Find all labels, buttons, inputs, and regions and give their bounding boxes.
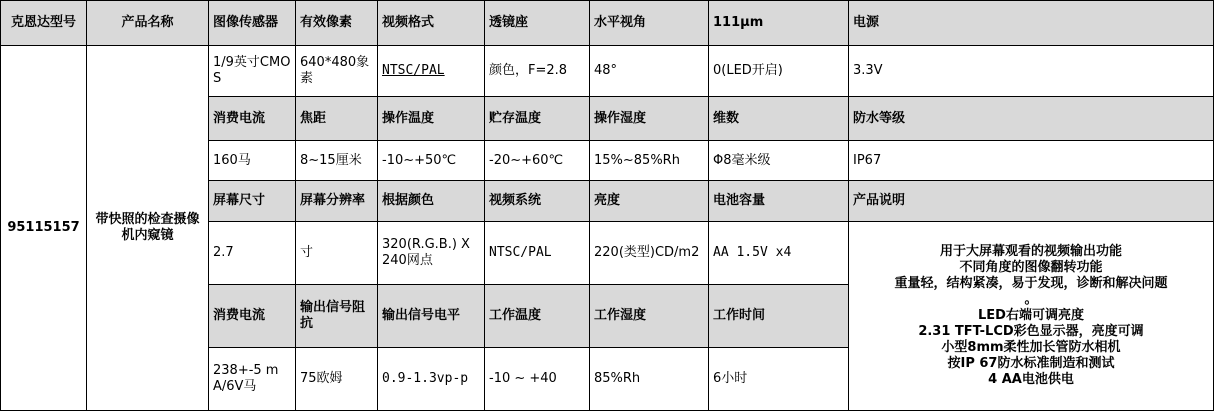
- description-line: 2.31 TFT-LCD彩色显示器，亮度可调: [918, 324, 1144, 339]
- description-cell: [849, 222, 1214, 411]
- dimension-label: 维数: [709, 97, 849, 141]
- color-value: 320(R.G.B.) X 240网点: [378, 222, 485, 285]
- model-header: 克恩达型号: [1, 1, 87, 46]
- level-label: 输出信号电平: [378, 285, 485, 348]
- screen-size-label: 屏幕尺寸: [209, 181, 296, 222]
- focal-label: 焦距: [296, 97, 378, 141]
- resolution-label: 屏幕分辨率: [296, 181, 378, 222]
- sensor-header: 图像传感器: [209, 1, 296, 46]
- video-system-label: 视频系统: [485, 181, 590, 222]
- power-header: 电源: [849, 1, 1214, 46]
- header-row: [1, 1, 1214, 46]
- video-format-value: NTSC/PAL: [378, 46, 485, 97]
- col111-header: 111μm: [709, 1, 849, 46]
- description-line: 用于大屏幕观看的视频输出功能: [939, 244, 1122, 259]
- col111-value: 0(LED开启): [709, 46, 849, 97]
- pixels-header: 有效像素: [296, 1, 378, 46]
- description-line: 小型8mm柔性加长管防水相机: [941, 340, 1121, 355]
- description-line: 重量轻，结构紧凑，易于发现，诊断和解决问题: [894, 276, 1168, 291]
- description-line: 。: [1024, 292, 1038, 307]
- video-system-value: NTSC/PAL: [485, 222, 590, 285]
- description-label: 产品说明: [849, 181, 1214, 222]
- brightness-label: 亮度: [590, 181, 709, 222]
- description-line: 不同角度的图像翻转功能: [959, 260, 1103, 275]
- work-time-label: 工作时间: [709, 285, 849, 348]
- power-value: 3.3V: [849, 46, 1214, 97]
- op-humidity-label: 操作湿度: [590, 97, 709, 141]
- table-row: [1, 46, 1214, 97]
- work-humidity-value: 85%Rh: [590, 348, 709, 411]
- store-temp-value: -20~+60℃: [485, 141, 590, 181]
- product-name-cell: 带快照的检查摄像机内窥镜: [87, 46, 209, 411]
- battery-value: AA 1.5V x4: [709, 222, 849, 285]
- impedance-label: 输出信号阻抗: [296, 285, 378, 348]
- current-value-2: 238+-5 mA/6V马: [209, 348, 296, 411]
- level-value: 0.9-1.3vp-p: [378, 348, 485, 411]
- battery-label: 电池容量: [709, 181, 849, 222]
- focal-value: 8~15厘米: [296, 141, 378, 181]
- screen-size-value: 2.7: [209, 222, 296, 285]
- hfov-header: 水平视角: [590, 1, 709, 46]
- waterproof-value: IP67: [849, 141, 1214, 181]
- resolution-value: 寸: [296, 222, 378, 285]
- description-line: LED右端可调亮度: [978, 308, 1084, 323]
- pixels-value: 640*480象素: [296, 46, 378, 97]
- store-temp-label: 贮存温度: [485, 97, 590, 141]
- work-humidity-label: 工作湿度: [590, 285, 709, 348]
- work-temp-value: -10 ~ +40: [485, 348, 590, 411]
- current-label: 消费电流: [209, 97, 296, 141]
- current-value: 160马: [209, 141, 296, 181]
- hfov-value: 48°: [590, 46, 709, 97]
- dimension-value: Φ8毫米级: [709, 141, 849, 181]
- description-line: 按IP 67防水标准制造和测试: [947, 356, 1115, 371]
- work-time-value: 6小时: [709, 348, 849, 411]
- model-cell: 95115157: [1, 46, 87, 411]
- op-temp-value: -10~+50℃: [378, 141, 485, 181]
- sensor-value: 1/9英寸CMOS: [209, 46, 296, 97]
- description-line: 4 AA电池供电: [988, 372, 1074, 387]
- impedance-value: 75欧姆: [296, 348, 378, 411]
- video-format-header: 视频格式: [378, 1, 485, 46]
- op-temp-label: 操作温度: [378, 97, 485, 141]
- work-temp-label: 工作温度: [485, 285, 590, 348]
- name-header: 产品名称: [87, 1, 209, 46]
- color-label: 根据颜色: [378, 181, 485, 222]
- waterproof-label: 防水等级: [849, 97, 1214, 141]
- lens-mount-header: 透镜座: [485, 1, 590, 46]
- current-label-2: 消费电流: [209, 285, 296, 348]
- brightness-value: 220(类型)CD/m2: [590, 222, 709, 285]
- lens-mount-value: 颜色，F=2.8: [485, 46, 590, 97]
- op-humidity-value: 15%~85%Rh: [590, 141, 709, 181]
